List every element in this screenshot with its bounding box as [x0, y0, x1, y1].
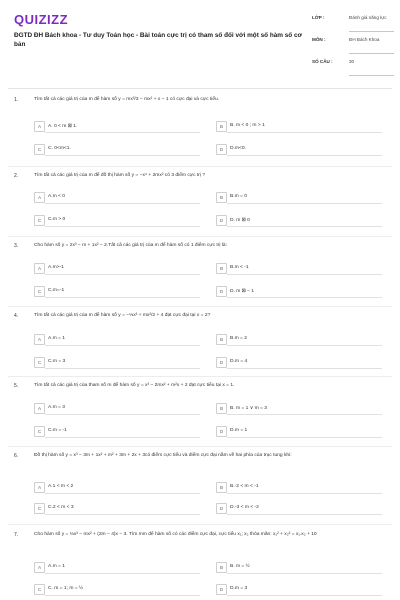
question-text: Cho hàm số y = ⅓x³ − mx² + (2m − 4)x − 3. Tìm mm để hàm số có các điểm cực đại, cực tiểu x₁; x₂ thỏa mãn: x₁² + x₂² = x₁.x₂ + 10 [34, 532, 317, 537]
option-underline [45, 345, 200, 346]
option-underline [45, 155, 200, 156]
option-text: D. m ⊠ − 1 [230, 288, 255, 294]
option-underline [45, 414, 200, 415]
option-letter: C [34, 144, 45, 155]
option-letter: A [34, 263, 45, 274]
meta-subject-value: ĐH Bách Khoa [349, 37, 380, 42]
meta-class [312, 12, 394, 34]
question-number: 1. [14, 97, 19, 103]
option-text: B.m = 0 [230, 193, 247, 199]
option-underline [45, 203, 200, 204]
option-text: C. 0<m<1. [48, 145, 71, 151]
option-letter: C [34, 286, 45, 297]
option-letter: D [216, 584, 227, 595]
option-text: D.m = 1 [230, 427, 248, 433]
meta-count-value: 30 [349, 59, 355, 64]
option-letter: C [34, 503, 45, 514]
option-underline [45, 274, 200, 275]
question-divider [8, 306, 392, 307]
question-text: Cho hàm số y = 2x³ − m + 1x² − 2.Tất cả các giá trị của m để hàm số có 1 điểm cực trị là: [34, 243, 227, 248]
meta-count-line [349, 75, 394, 76]
option-d[interactable] [216, 426, 382, 438]
worksheet-header [14, 12, 386, 80]
option-text: A.1 < m < 2 [48, 483, 74, 489]
option-text: D.m<0. [230, 145, 246, 151]
question-number: 5. [14, 383, 19, 389]
option-a[interactable] [34, 334, 200, 346]
option-text: C. m = 1; m = ½ [48, 585, 84, 591]
option-c[interactable] [34, 286, 200, 298]
option-text: C.m = 3 [48, 358, 66, 364]
question-text: Tìm tất cả các giá trị của m để hàm số y = −⅓x³ + mx²/2 + 4 đạt cực đại tại x = 2? [34, 313, 211, 318]
option-letter: B [216, 192, 227, 203]
question-text: Đồ thị hàm số y = x³ − 3m + 1x² + m² + 3m + 2x + 3có điểm cực tiểu và điểm cực đại nằm về hai phía của trục tung khi: [34, 453, 292, 458]
option-underline [45, 573, 200, 574]
option-underline [45, 297, 200, 298]
option-b[interactable] [216, 263, 382, 275]
option-underline [227, 595, 382, 596]
option-text: A.m>-1 [48, 264, 64, 270]
option-d[interactable] [216, 215, 382, 227]
option-letter: D [216, 286, 227, 297]
option-a[interactable] [34, 562, 200, 574]
option-letter: B [216, 403, 227, 414]
question-divider [8, 446, 392, 447]
option-underline [45, 226, 200, 227]
worksheet-meta [312, 12, 394, 78]
option-text: B. m < 0 ; m > 1 [230, 122, 265, 128]
question-divider [8, 524, 392, 525]
option-c[interactable] [34, 503, 200, 515]
option-underline [227, 368, 382, 369]
option-underline [45, 595, 200, 596]
option-c[interactable] [34, 144, 200, 156]
option-underline [227, 274, 382, 275]
question-text: Tìm tất cả các giá trị của m để đồ thị hàm số y = −x⁴ + 2mx² có 3 điểm cực trị ? [34, 173, 206, 178]
option-text: A.m = 1 [48, 335, 65, 341]
header-divider [8, 88, 392, 89]
option-underline [227, 226, 382, 227]
option-a[interactable] [34, 121, 200, 133]
option-b[interactable] [216, 403, 382, 415]
option-text: C.2 < m < 3 [48, 504, 74, 510]
option-letter: C [34, 426, 45, 437]
option-text: B.m < -1 [230, 264, 249, 270]
option-letter: C [34, 215, 45, 226]
question-divider [8, 376, 392, 377]
option-text: A.m = 3 [48, 404, 65, 410]
option-d[interactable] [216, 286, 382, 298]
option-a[interactable] [34, 482, 200, 494]
option-underline [45, 368, 200, 369]
option-c[interactable] [34, 215, 200, 227]
quizizz-logo: QUIZIZZ [14, 12, 69, 27]
option-underline [227, 297, 382, 298]
option-text: A.m < 0 [48, 193, 65, 199]
option-c[interactable] [34, 584, 200, 596]
option-letter: B [216, 121, 227, 132]
option-text: B.m = 2 [230, 335, 247, 341]
option-letter: B [216, 482, 227, 493]
question-number: 3. [14, 243, 19, 249]
option-text: B.-2 < m < -1 [230, 483, 259, 489]
option-text: D. m ⊠ 0 [230, 217, 250, 223]
option-text: C.m > 0 [48, 216, 66, 222]
meta-subject-label: MÔN : [312, 37, 326, 42]
option-text: D.m = 4 [230, 358, 248, 364]
option-letter: A [34, 403, 45, 414]
option-letter: A [34, 334, 45, 345]
option-underline [45, 132, 200, 133]
option-text: D.m = 3 [230, 585, 248, 591]
option-d[interactable] [216, 357, 382, 369]
option-underline [45, 514, 200, 515]
option-d[interactable] [216, 144, 382, 156]
option-letter: C [34, 584, 45, 595]
option-letter: D [216, 144, 227, 155]
option-text: A. 0 < m ⊠ 1. [48, 123, 78, 129]
option-text: D.-3 < m < -2 [230, 504, 259, 510]
option-underline [45, 437, 200, 438]
option-letter: B [216, 334, 227, 345]
option-c[interactable] [34, 426, 200, 438]
option-underline [227, 345, 382, 346]
option-text: C.m = -1 [48, 427, 67, 433]
option-underline [227, 132, 382, 133]
option-b[interactable] [216, 562, 382, 574]
option-letter: A [34, 121, 45, 132]
option-a[interactable] [34, 192, 200, 204]
meta-subject [312, 34, 394, 56]
option-a[interactable] [34, 263, 200, 275]
question-number: 4. [14, 313, 19, 319]
option-underline [227, 203, 382, 204]
option-letter: B [216, 562, 227, 573]
question-divider [8, 236, 392, 237]
option-letter: D [216, 426, 227, 437]
option-letter: D [216, 503, 227, 514]
option-text: B. m = ½ [230, 563, 250, 569]
meta-count [312, 56, 394, 78]
question-number: 2. [14, 173, 19, 179]
option-b[interactable] [216, 482, 382, 494]
option-b[interactable] [216, 121, 382, 133]
option-letter: A [34, 482, 45, 493]
worksheet-title: ĐGTD ĐH Bách khoa - Tư duy Toán học - Bài toán cực trị có tham số đối với một số hàm số cơ bản [14, 32, 303, 48]
option-b[interactable] [216, 334, 382, 346]
option-text: A.m = 1 [48, 563, 65, 569]
option-underline [227, 493, 382, 494]
option-text: B. m = 1 ∨ m = 3 [230, 405, 268, 411]
option-underline [227, 437, 382, 438]
option-text: C.m=-1 [48, 287, 65, 293]
question-number: 6. [14, 453, 19, 459]
option-underline [227, 155, 382, 156]
meta-subject-line [349, 53, 394, 54]
meta-class-line [349, 31, 394, 32]
meta-count-label: SỐ CÂU : [312, 59, 333, 64]
option-letter: A [34, 562, 45, 573]
option-underline [227, 514, 382, 515]
option-letter: A [34, 192, 45, 203]
option-letter: D [216, 215, 227, 226]
option-b[interactable] [216, 192, 382, 204]
question-divider [8, 166, 392, 167]
question-number: 7. [14, 532, 19, 538]
option-underline [227, 414, 382, 415]
option-c[interactable] [34, 357, 200, 369]
question-text: Tìm tất cả các giá trị của m để hàm số y = mx³/3 − mx² + x − 1 có cực đại và cực tiểu. [34, 97, 220, 102]
meta-class-label: LỚP : [312, 15, 325, 20]
option-letter: C [34, 357, 45, 368]
question-text: Tìm tất cả các giá trị của tham số m để hàm số y = x³ − 2mx² + m²x + 2 đạt cực tiểu tại x = 1. [34, 383, 235, 388]
option-letter: B [216, 263, 227, 274]
option-d[interactable] [216, 503, 382, 515]
option-d[interactable] [216, 584, 382, 596]
meta-class-value: Đánh giá năng lực [349, 15, 387, 20]
option-letter: D [216, 357, 227, 368]
option-a[interactable] [34, 403, 200, 415]
option-underline [227, 573, 382, 574]
option-underline [45, 493, 200, 494]
